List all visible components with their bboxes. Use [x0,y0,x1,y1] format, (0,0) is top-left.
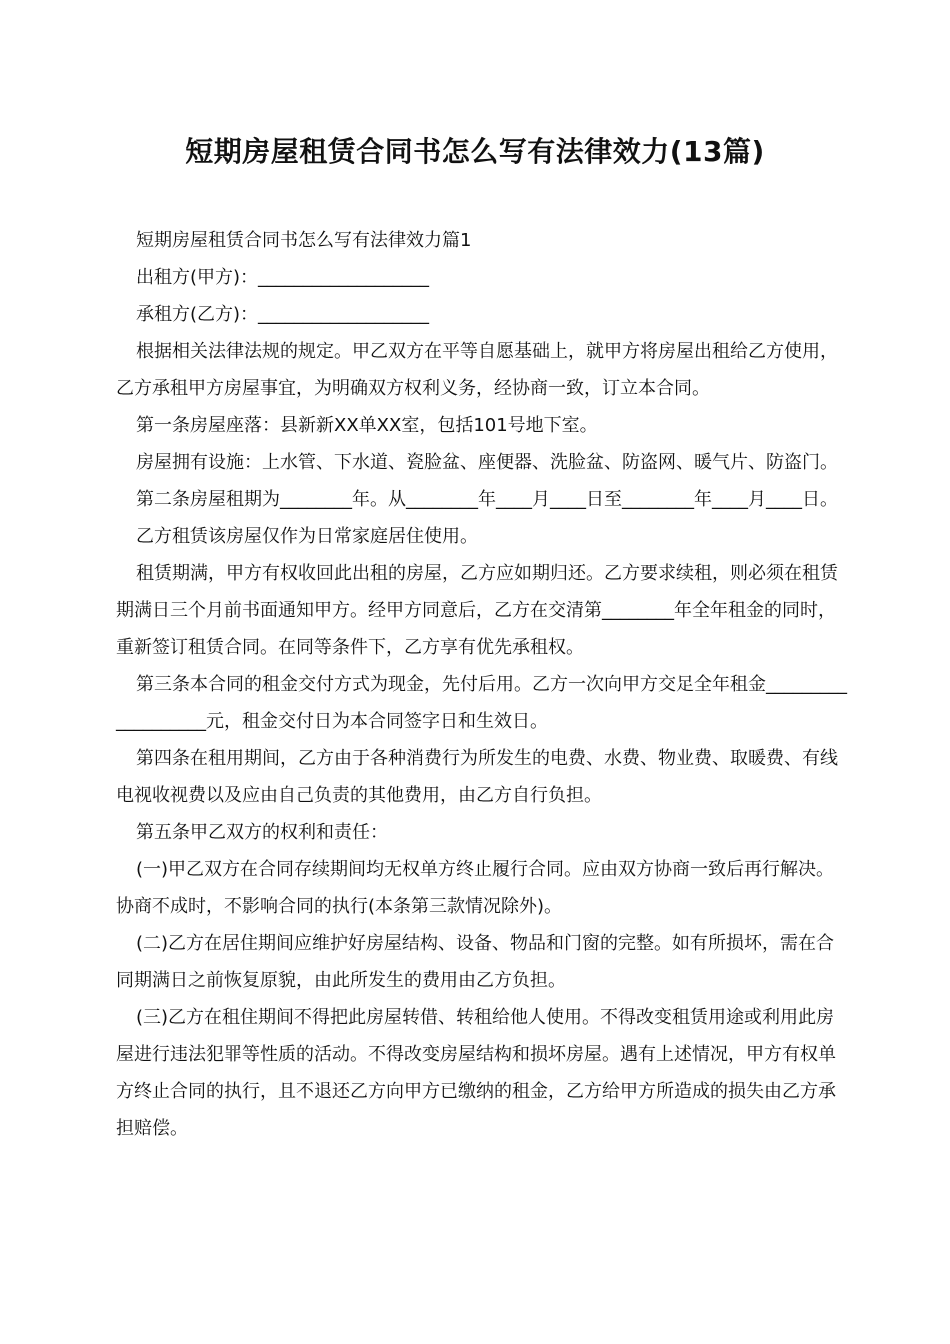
document-body [116,222,852,1147]
article-1-location: 第一条房屋座落：县新新XX单XX室，包括101号地下室。 [136,415,598,436]
preamble-paragraph: 根据相关法律法规的规定。甲乙双方在平等自愿基础上，就甲方将房屋出租给乙方使用，乙方承租甲方房屋事宜，为明确双方权利义务，经协商一致，订立本合同。 [116,341,838,399]
article-5-heading: 第五条甲乙双方的权利和责任： [136,822,388,843]
clause-2: (二)乙方在居住期间应维护好房屋结构、设备、物品和门窗的完整。如有所损坏，需在合同期满日之前恢复原貌，由此所发生的费用由乙方负担。 [116,933,835,991]
document-title: 短期房屋租赁合同书怎么写有法律效力(13篇) [185,135,765,168]
article-3-payment: 第三条本合同的租金交付方式为现金，先付后用。乙方一次向甲方交足全年租金___________________元，租金交付日为本合同签字日和生效日。 [116,674,847,732]
usage-paragraph: 乙方租赁该房屋仅作为日常家庭居住使用。 [136,526,478,547]
clause-3: (三)乙方在租住期间不得把此房屋转借、转租给他人使用。不得改变租赁用途或利用此房屋进行违法犯罪等性质的活动。不得改变房屋结构和损坏房屋。遇有上述情况，甲方有权单方终止合同的执行，且不退还乙方向甲方已缴纳的租金，乙方给甲方所造成的损失由乙方承担赔偿。 [116,1007,836,1139]
facilities-paragraph: 房屋拥有设施：上水管、下水道、瓷脸盆、座便器、洗脸盆、防盗网、暖气片、防盗门。 [136,452,838,473]
lessor-field: 出租方(甲方)：___________________ [136,267,430,288]
renewal-paragraph: 租赁期满，甲方有权收回此出租的房屋，乙方应如期归还。乙方要求续租，则必须在租赁期满日三个月前书面通知甲方。经甲方同意后，乙方在交清第________年全年租金的同时，重新签订租赁合同。在同等条件下，乙方享有优先承租权。 [116,563,838,658]
lessee-field: 承租方(乙方)：___________________ [136,304,430,325]
clause-1: (一)甲乙双方在合同存续期间均无权单方终止履行合同。应由双方协商一致后再行解决。协商不成时，不影响合同的执行(本条第三款情况除外)。 [116,859,835,917]
section-heading: 短期房屋租赁合同书怎么写有法律效力篇1 [136,230,472,251]
article-2-term: 第二条房屋租期为________年。从________年____月____日至________年____月____日。 [136,489,838,510]
article-4-expenses: 第四条在租用期间，乙方由于各种消费行为所发生的电费、水费、物业费、取暖费、有线电视收视费以及应由自己负责的其他费用，由乙方自行负担。 [116,748,838,806]
